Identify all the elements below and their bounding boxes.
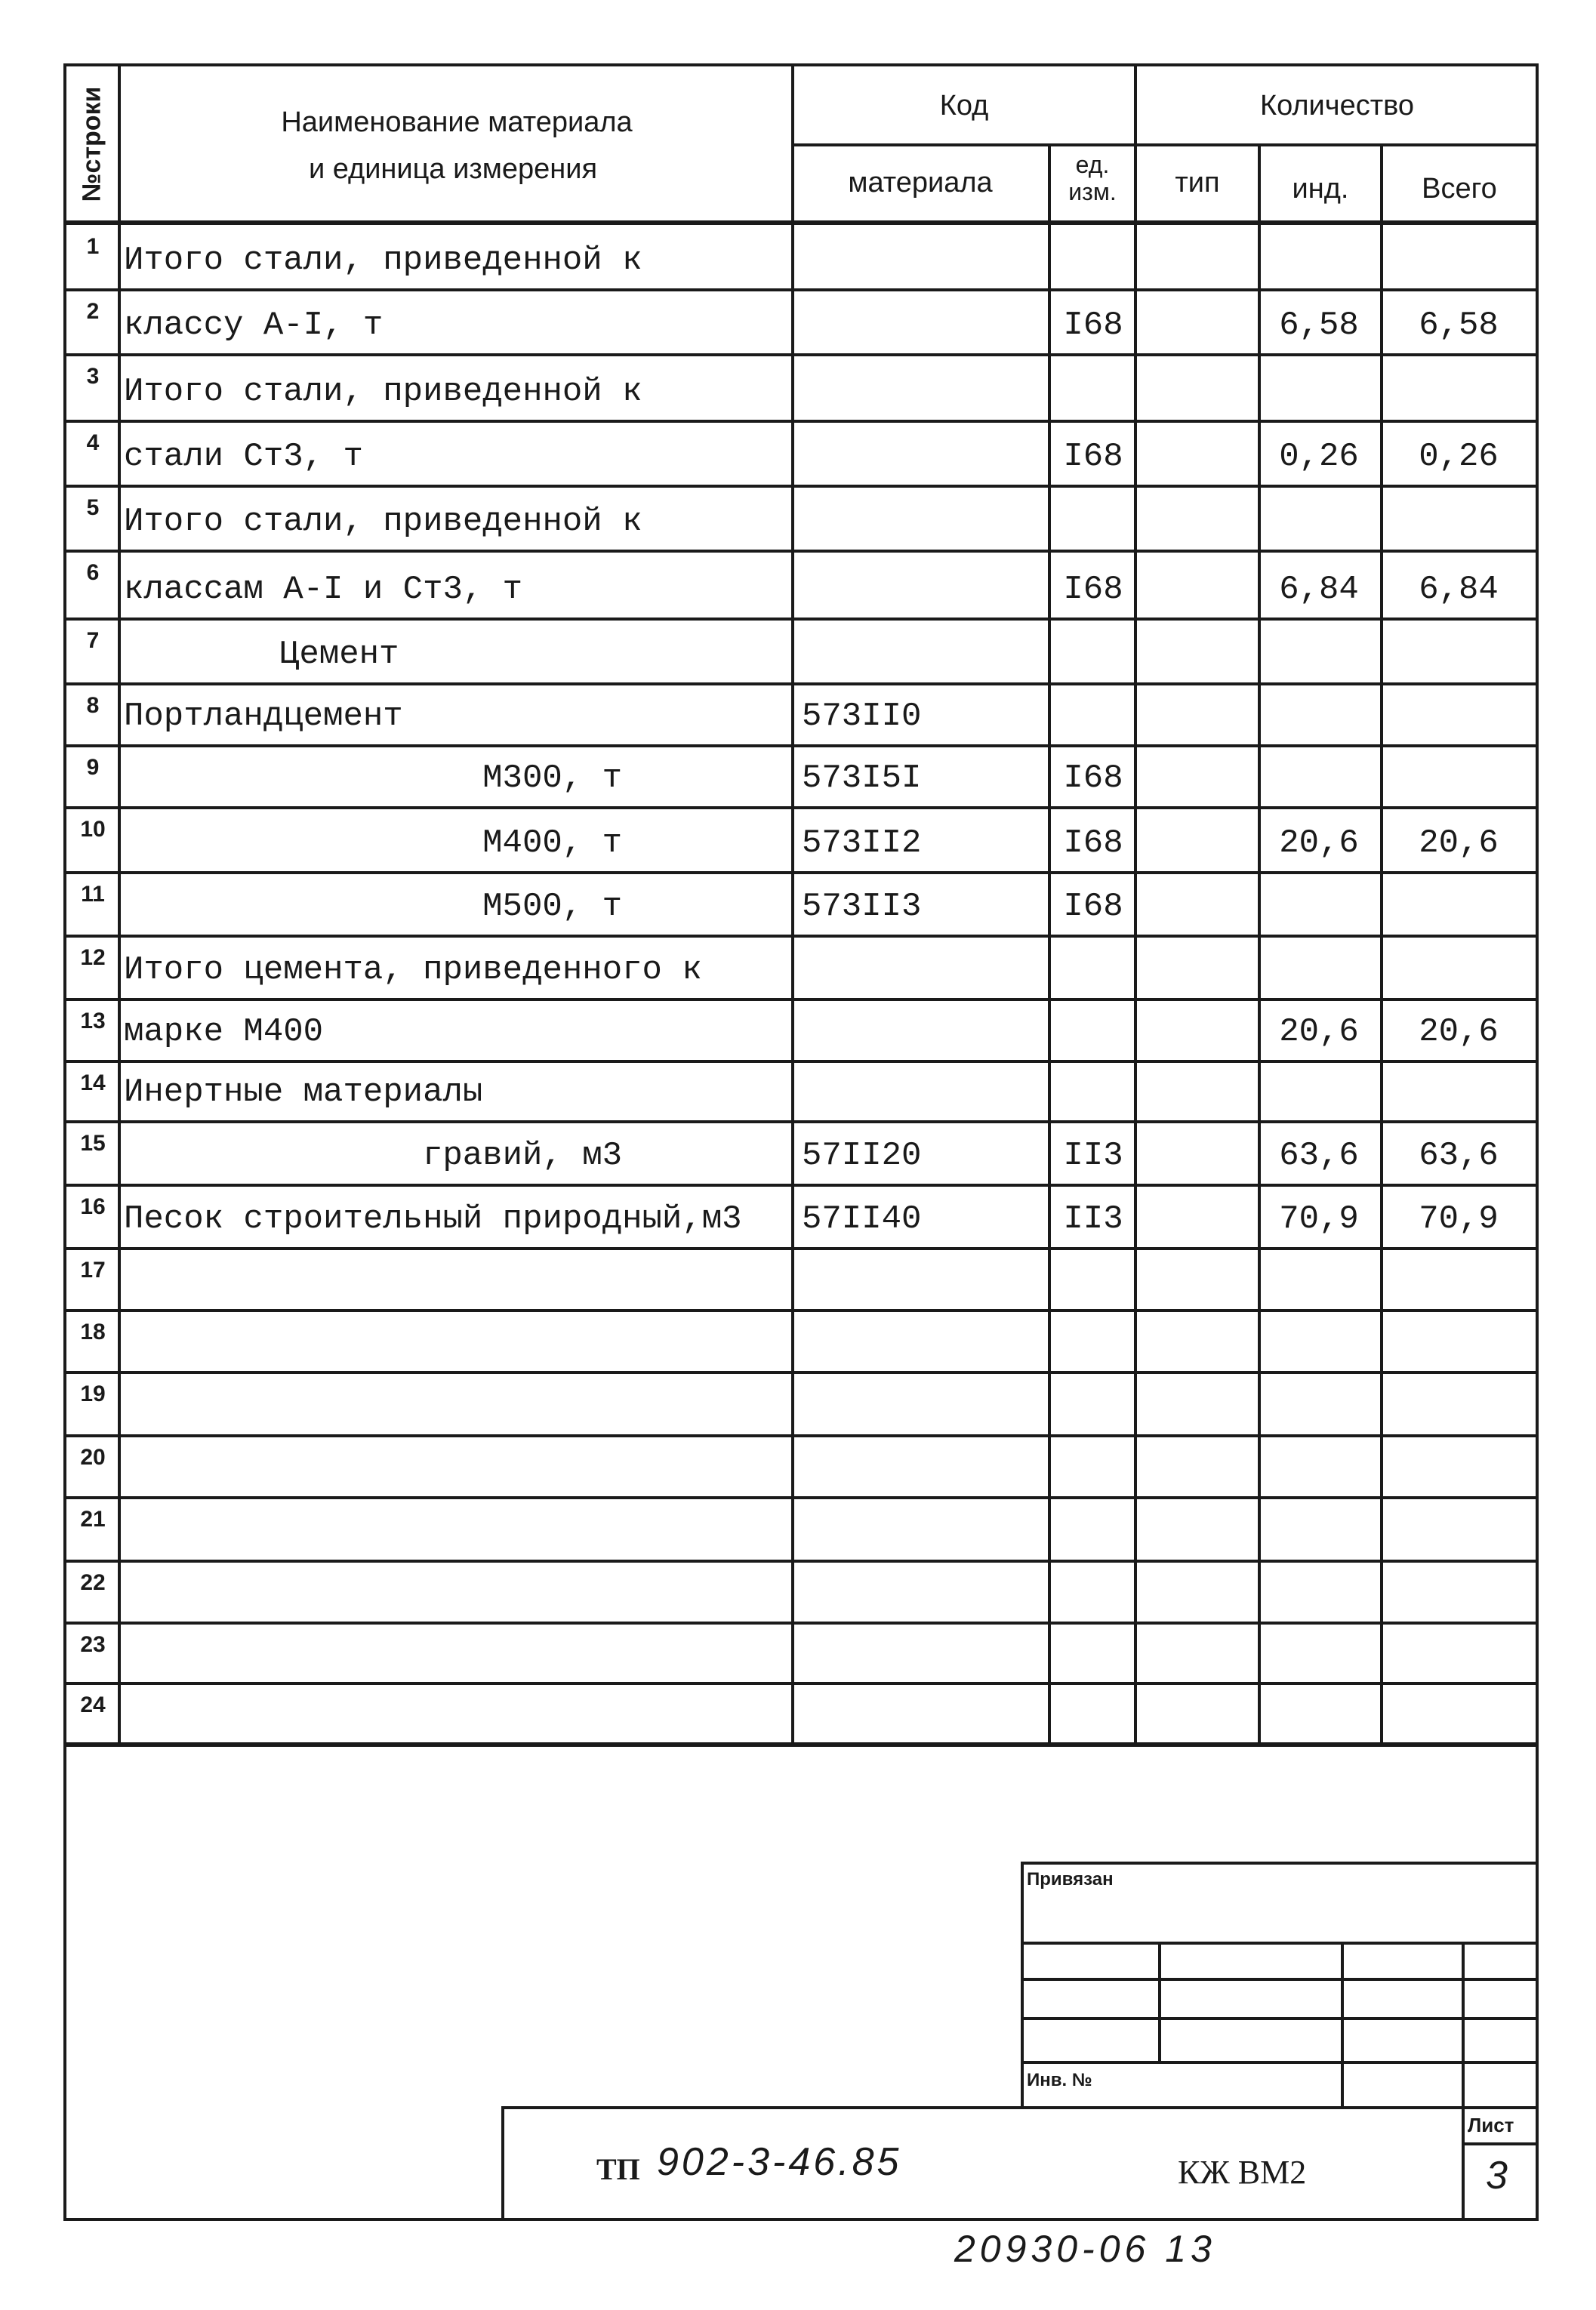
- qty-total: 6,84: [1419, 571, 1499, 608]
- row-line: [63, 1496, 1539, 1499]
- sheet-mark: КЖ ВМ2: [1178, 2154, 1307, 2191]
- material-name: Портландцемент: [124, 698, 403, 735]
- list-label: Лист: [1468, 2114, 1514, 2136]
- material-name: Итого стали, приведенной к: [124, 503, 642, 541]
- header-col-name: [791, 63, 794, 223]
- row-line: [63, 935, 1539, 938]
- header-col-rownum: [118, 63, 121, 223]
- row-line: [63, 1560, 1539, 1563]
- tb-col-1: [1158, 1942, 1161, 2062]
- row-number: 24: [80, 1692, 106, 1717]
- header-name-line1: Наименование материала: [281, 106, 633, 138]
- header-code: Код: [939, 90, 989, 122]
- unit-code: II3: [1063, 1200, 1123, 1238]
- unit-code: I68: [1063, 306, 1123, 344]
- row-number: 15: [80, 1131, 106, 1156]
- sheet-number: 3: [1486, 2154, 1508, 2198]
- header-row-number: №строки: [77, 86, 106, 202]
- row-line: [63, 1309, 1539, 1312]
- row-line: [63, 806, 1539, 809]
- row-number: 5: [86, 495, 100, 520]
- tp-number: 902-3-46.85: [657, 2140, 902, 2184]
- row-number: 11: [81, 882, 105, 907]
- qty-ind: 6,84: [1279, 571, 1359, 608]
- unit-code: I68: [1063, 571, 1123, 608]
- qty-ind: 20,6: [1279, 824, 1359, 862]
- material-name: Итого стали, приведенной к: [124, 373, 642, 411]
- qty-total: 63,6: [1419, 1137, 1499, 1175]
- tb-col-2: [1341, 1942, 1344, 2109]
- row-number: 3: [86, 364, 100, 389]
- header-name-line2: и единица измерения: [308, 153, 598, 185]
- header-code-unit: ед. изм.: [1068, 151, 1117, 205]
- row-number: 9: [86, 755, 100, 780]
- qty-ind: 20,6: [1279, 1013, 1359, 1051]
- row-line: [63, 353, 1539, 356]
- row-number: 12: [80, 945, 106, 970]
- material-name: М300, т: [482, 759, 622, 797]
- row-line: [63, 1622, 1539, 1625]
- column-line: [791, 223, 794, 1745]
- header-bottom-line: [63, 220, 1539, 225]
- qty-ind: 6,58: [1279, 306, 1359, 344]
- frame-top: [63, 63, 1539, 66]
- unit-code: II3: [1063, 1137, 1123, 1175]
- row-line: [63, 1120, 1539, 1123]
- row-number: 7: [86, 628, 100, 653]
- header-qty-type: тип: [1175, 167, 1220, 199]
- qty-total: 20,6: [1419, 1013, 1499, 1051]
- footer-number: 20930-06 13: [954, 2228, 1216, 2270]
- row-number: 6: [86, 560, 100, 585]
- qty-total: 0,26: [1419, 438, 1499, 476]
- column-line: [1258, 223, 1261, 1745]
- unit-code: I68: [1063, 888, 1123, 926]
- row-number: 22: [80, 1570, 106, 1595]
- row-line: [63, 550, 1539, 553]
- header-col-code-end: [1134, 63, 1137, 223]
- material-name: классам А-I и Ст3, т: [124, 571, 523, 608]
- material-name: Итого стали, приведенной к: [124, 242, 642, 279]
- material-code: 573II2: [802, 824, 922, 862]
- unit-code: I68: [1063, 824, 1123, 862]
- privyazan-label: Привязан: [1027, 1869, 1114, 1890]
- row-number: 17: [80, 1258, 106, 1283]
- row-number: 20: [80, 1445, 106, 1470]
- tp-prefix: ТП: [596, 2152, 640, 2186]
- material-name: М500, т: [482, 888, 622, 926]
- row-line: [63, 485, 1539, 488]
- row-number: 8: [86, 693, 100, 718]
- column-line: [1134, 223, 1137, 1745]
- tb-divider: [66, 1744, 1539, 1747]
- row-line: [63, 871, 1539, 874]
- frame-right: [1536, 63, 1539, 2221]
- row-number: 10: [80, 817, 106, 842]
- row-line: [63, 1060, 1539, 1063]
- qty-ind: 0,26: [1279, 438, 1359, 476]
- material-name: Итого цемента, приведенного к: [124, 951, 702, 989]
- column-line: [1380, 223, 1383, 1745]
- row-line: [63, 288, 1539, 291]
- row-number: 14: [80, 1070, 106, 1095]
- row-line: [63, 1184, 1539, 1187]
- header-qty-total: Всего: [1422, 173, 1497, 205]
- header-quantity: Количество: [1259, 90, 1415, 122]
- qty-total: 6,58: [1419, 306, 1499, 344]
- qty-total: 70,9: [1419, 1200, 1499, 1238]
- qty-ind: 70,9: [1279, 1200, 1359, 1238]
- column-line: [1048, 223, 1051, 1745]
- qty-ind: 63,6: [1279, 1137, 1359, 1175]
- frame-bottom: [63, 2218, 1539, 2221]
- row-number: 4: [86, 430, 100, 455]
- material-code: 57II20: [802, 1137, 922, 1175]
- material-code: 57II40: [802, 1200, 922, 1238]
- unit-code: I68: [1063, 438, 1123, 476]
- tb-col-3: [1462, 1942, 1465, 2221]
- row-line: [63, 682, 1539, 685]
- row-number: 16: [80, 1194, 106, 1219]
- row-number: 19: [80, 1381, 106, 1406]
- row-number: 21: [80, 1507, 106, 1532]
- row-line: [63, 1371, 1539, 1374]
- row-line: [63, 1434, 1539, 1437]
- row-number: 1: [86, 234, 100, 259]
- tb-stamp-top: [501, 2106, 1539, 2109]
- row-line: [63, 420, 1539, 423]
- row-line: [63, 618, 1539, 621]
- material-name: стали Ст3, т: [124, 438, 363, 476]
- row-number: 2: [86, 299, 100, 324]
- row-line: [63, 1247, 1539, 1250]
- row-line: [63, 744, 1539, 747]
- material-name: Инертные материалы: [124, 1073, 483, 1111]
- material-code: 573II0: [802, 698, 922, 735]
- header-qty-ind: инд.: [1292, 173, 1349, 205]
- material-name: марке М400: [124, 1013, 324, 1051]
- material-name: Песок строительный природный,м3: [124, 1200, 742, 1238]
- material-name: М400, т: [482, 824, 622, 862]
- tb-list-line: [1462, 2142, 1539, 2145]
- material-name: гравий, м3: [422, 1137, 622, 1175]
- row-line: [63, 1682, 1539, 1685]
- row-line: [63, 998, 1539, 1001]
- row-number: 18: [80, 1320, 106, 1344]
- header-code-material: материала: [848, 167, 993, 199]
- header-sub-line: [791, 143, 1539, 146]
- tb-privyazan-top: [1021, 1862, 1539, 1865]
- tb-privyazan-left: [1021, 1862, 1024, 2109]
- row-number: 23: [80, 1632, 106, 1657]
- qty-total: 20,6: [1419, 824, 1499, 862]
- material-code: 573I5I: [802, 759, 922, 797]
- row-number: 13: [80, 1009, 106, 1033]
- unit-code: I68: [1063, 759, 1123, 797]
- material-name: Цемент: [279, 636, 399, 673]
- material-code: 573II3: [802, 888, 922, 926]
- tb-stamp-left: [501, 2106, 504, 2221]
- inv-no-label: Инв. №: [1027, 2070, 1092, 2090]
- material-name: классу А-I, т: [124, 306, 384, 344]
